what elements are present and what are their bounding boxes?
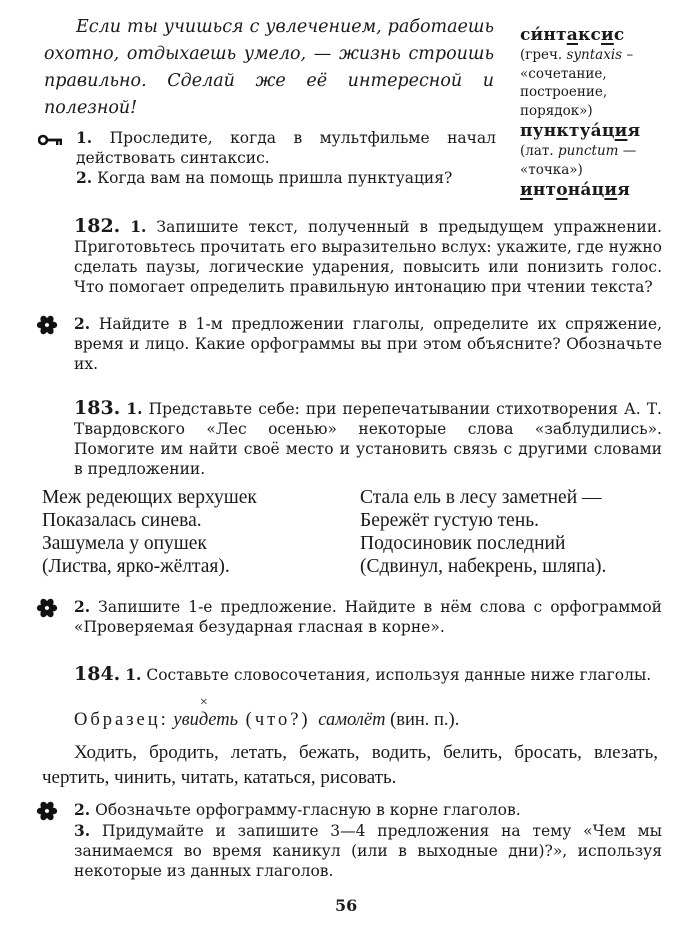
underlined-letter: и [520,180,533,200]
exercise-182-task-1 [74,216,662,297]
underlined-letter: а [566,25,578,45]
term-part: я [617,180,630,200]
task-text: Обозначьте орфограмму-гласную в корне глаголов. [90,801,521,819]
task-number: 2. [74,597,91,616]
key-task-2 [76,168,496,188]
exercise-182-task-2 [74,314,662,374]
note-prefix: (греч. [520,47,567,63]
verbs-list: Ходить, бродить, летать, бежать, водить, белить, бросать, влезать, чертить, чинить, читать, кататься, рисовать. [42,742,658,788]
poem-line: Показалась синева. [42,510,202,531]
key-icon [38,131,64,149]
sample-noun: самолёт [318,710,386,730]
key-task-1 [76,128,496,168]
poem-line: Меж редеющих верхушек [42,487,257,508]
underlined-letter: и [614,121,628,141]
glossary-term [520,179,680,201]
underlined-letter: и [604,180,618,200]
task-number: 2. [74,800,91,819]
flower-center [45,323,48,326]
task-text: Найдите в 1-м предложении глаголы, определите их спряжение, время и лицо. Какие орфограммы вы при этом объясните? Обозначьте их. [74,315,662,373]
term-part: кс [577,25,601,45]
task-text: Когда вам на помощь пришла пунктуация? [92,169,453,187]
task-text: Запишите текст, полученный в предыдущем упражнении. Приготовьтесь прочитать его выразительно вслух: укажите, где нужно сделать паузы, логические ударения, повысить или понизить голос. Что помогает определить правильную интонацию при чтении текста? [74,218,662,296]
page-number: 56 [335,896,358,915]
task-number: 2. [74,314,91,333]
poem-line: (Листва, ярко-жёлтая). [42,556,230,577]
task-text: Представьте себе: при перепечатывании стихотворения А. Т. Твардовского «Лес осенью» некоторые слова «заблудились». Помогите им найти своё место и установить связь с другими словами в предложении. [74,400,662,478]
term-part: с [613,25,625,45]
sample-label: Образец: [74,710,169,730]
exercise-184-task-1 [74,664,674,685]
poem-right-column [360,486,680,578]
flower-icon [36,800,58,822]
epigraph: Если ты учишься с увлечением, работаешь охотно, отдыхаешь умело, — жизнь строишь правильно. Сделай же её интересной и полезной! [44,17,494,118]
underlined-letter: о [556,180,568,200]
sample-verb [173,695,239,730]
flower-center [45,606,48,609]
poem-line: Стала ель в лесу заметней — [360,487,602,508]
sample-question: (что?) [238,710,319,730]
task-number: 1. [125,665,142,684]
flower-center [45,809,48,812]
poem-left-column [42,486,342,578]
task-number: 1. [130,217,147,236]
note-foreign-word: punctum [557,143,619,159]
task-text: Придумайте и запишите 3—4 предложения на тему «Чем мы занимаемся во время каникул (или в выходные дни)?», используя некоторые из данных глаголов. [74,822,662,880]
task-text: Проследите, когда в мультфильме начал действовать синтаксис. [76,129,496,167]
task-text: Запишите 1-е предложение. Найдите в нём слова с орфограммой «Проверяемая безударная гласная в корне». [74,598,662,636]
task-number: 1. [76,128,93,147]
term-part: нт [532,180,557,200]
term-part: на́ц [567,180,605,200]
glossary-entry-intonation [520,179,680,201]
exercise-184-task-3 [74,821,662,881]
cross-mark-icon: × [199,695,208,710]
exercise-183-task-1 [74,398,662,479]
flower-icon [36,314,58,336]
glossary-term [520,120,680,142]
exercise-number: 182. [74,215,121,237]
exercise-183-task-2 [74,597,662,637]
glossary-sidebar [520,24,680,201]
verb-part: уви [173,710,199,730]
note-prefix: (лат. [520,143,558,159]
poem-line: (Сдвинул, набекрень, шляпа). [360,556,607,577]
verb-part: еть [208,710,239,730]
term-part: я [627,121,641,141]
glossary-note [520,46,680,120]
poem-line: Зашумела у опушек [42,533,207,554]
task-number: 1. [126,399,143,418]
glossary-entry-syntax [520,24,680,120]
flower-icon [36,597,58,619]
term-part: пунктуа́ц [520,121,615,141]
term-part: си́нт [520,25,567,45]
glossary-term [520,24,680,46]
poem-line: Бережёт густую тень. [360,510,540,531]
note-foreign-word: syntaxis [566,47,623,63]
poem-line: Подосиновик последний [360,533,566,554]
glossary-note [520,142,680,179]
exercise-number: 184. [74,663,121,685]
note-translation: — «точка») [520,143,637,178]
verb-part: д [198,710,209,730]
underlined-letter: и [601,25,614,45]
note-translation: – «сочетание, построение, порядок») [520,47,634,119]
exercise-184-task-2 [74,800,662,820]
task-text: Составьте словосочетания, используя данные ниже глаголы. [141,666,652,684]
glossary-entry-punctuation [520,120,680,179]
sample-case: (вин. п.). [385,710,460,730]
task-number: 2. [76,168,93,187]
exercise-number: 183. [74,397,121,419]
sample-line [74,695,674,731]
task-number: 3. [74,821,91,840]
orthogram-mark [198,695,209,731]
